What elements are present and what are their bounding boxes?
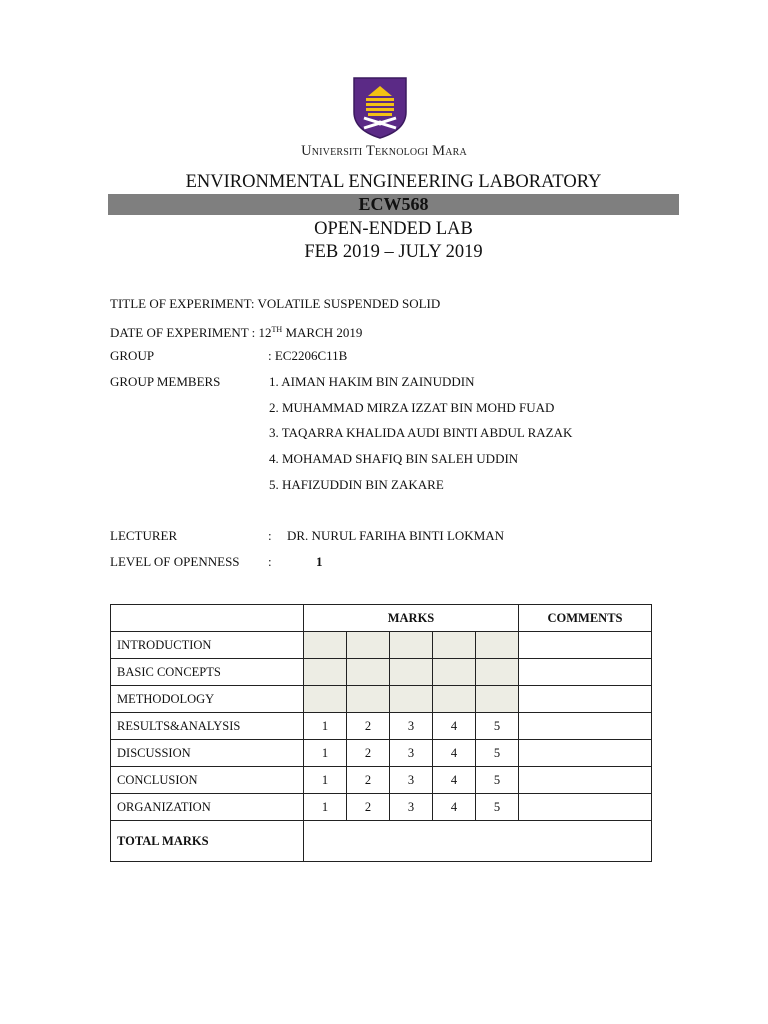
table-row [111,659,652,686]
comments-header: COMMENTS [519,605,652,632]
score-cell[interactable]: 3 [390,713,433,740]
table-header-row [111,605,652,632]
group-row [110,348,670,364]
criterion-label: DISCUSSION [111,740,304,767]
lab-title: ENVIRONMENTAL ENGINEERING LABORATORY [185,172,602,192]
total-row [111,821,652,862]
score-cell[interactable]: 1 [304,740,347,767]
comment-cell[interactable] [519,713,652,740]
score-cell [390,659,433,686]
score-cell[interactable]: 1 [304,794,347,821]
member-item: 5. HAFIZUDDIN BIN ZAKARE [269,477,444,492]
member-item: 3. TAQARRA KHALIDA AUDI BINTI ABDUL RAZAK [269,425,573,440]
comment-cell[interactable] [519,659,652,686]
date-rest: MARCH 2019 [285,325,363,340]
date-day: 12 [258,325,272,340]
score-cell [476,686,519,713]
total-label: TOTAL MARKS [111,821,304,862]
member-item: 1. AIMAN HAKIM BIN ZAINUDDIN [269,374,475,389]
score-cell [433,659,476,686]
criterion-label: ORGANIZATION [111,794,304,821]
header-blank-cell [111,605,304,632]
lecturer-label: LECTURER [110,528,178,543]
title-row [110,296,440,312]
criterion-label: RESULTS&ANALYSIS [111,713,304,740]
score-cell [304,659,347,686]
score-cell[interactable]: 2 [347,794,390,821]
score-cell[interactable]: 3 [390,767,433,794]
group-label: GROUP [110,348,155,363]
score-cell [347,686,390,713]
course-code: ECW568 [108,194,679,215]
group-value: : EC2206C11B [268,348,348,363]
marks-table [110,604,652,862]
score-cell[interactable]: 5 [476,713,519,740]
lab-type: OPEN-ENDED LAB [314,219,473,239]
marks-header: MARKS [304,605,519,632]
table-row [111,740,652,767]
openness-label: LEVEL OF OPENNESS [110,554,240,569]
date-row [110,322,362,341]
comment-cell[interactable] [519,794,652,821]
score-cell [476,659,519,686]
date-label: DATE OF EXPERIMENT : [110,325,256,340]
table-row [111,767,652,794]
criterion-label: INTRODUCTION [111,632,304,659]
score-cell[interactable]: 1 [304,767,347,794]
comment-cell[interactable] [519,740,652,767]
title-label: TITLE OF EXPERIMENT: [110,296,255,311]
score-cell[interactable]: 2 [347,713,390,740]
score-cell[interactable]: 5 [476,767,519,794]
score-cell[interactable]: 3 [390,740,433,767]
score-cell[interactable]: 4 [433,767,476,794]
member-item: 2. MUHAMMAD MIRZA IZZAT BIN MOHD FUAD [269,400,555,415]
score-cell [433,686,476,713]
score-cell[interactable]: 5 [476,794,519,821]
criterion-label: BASIC CONCEPTS [111,659,304,686]
score-cell [347,659,390,686]
score-cell[interactable]: 3 [390,794,433,821]
comment-cell[interactable] [519,686,652,713]
uitm-logo-icon [352,76,408,140]
score-cell[interactable]: 4 [433,794,476,821]
comment-cell[interactable] [519,632,652,659]
university-name: Universiti Teknologi Mara [301,143,467,159]
table-row [111,713,652,740]
table-row [111,686,652,713]
score-cell[interactable]: 5 [476,740,519,767]
score-cell[interactable]: 4 [433,713,476,740]
members-label: GROUP MEMBERS [110,374,221,389]
criterion-label: METHODOLOGY [111,686,304,713]
score-cell [433,632,476,659]
score-cell[interactable]: 2 [347,767,390,794]
score-cell [304,632,347,659]
score-cell [304,686,347,713]
score-cell [476,632,519,659]
score-cell[interactable]: 1 [304,713,347,740]
table-row [111,632,652,659]
criterion-label: CONCLUSION [111,767,304,794]
score-cell [390,632,433,659]
comment-cell[interactable] [519,767,652,794]
semester: FEB 2019 – JULY 2019 [304,242,483,262]
score-cell [390,686,433,713]
member-item: 4. MOHAMAD SHAFIQ BIN SALEH UDDIN [269,451,519,466]
date-suffix: TH [271,325,283,334]
openness-colon: : [268,554,272,569]
table-row [111,794,652,821]
title-value: VOLATILE SUSPENDED SOLID [257,296,441,311]
lecturer-colon: : [268,528,272,543]
openness-value: 1 [316,554,323,569]
total-value-cell[interactable] [304,821,652,862]
lecturer-value: DR. NURUL FARIHA BINTI LOKMAN [287,528,505,543]
score-cell [347,632,390,659]
score-cell[interactable]: 2 [347,740,390,767]
score-cell[interactable]: 4 [433,740,476,767]
